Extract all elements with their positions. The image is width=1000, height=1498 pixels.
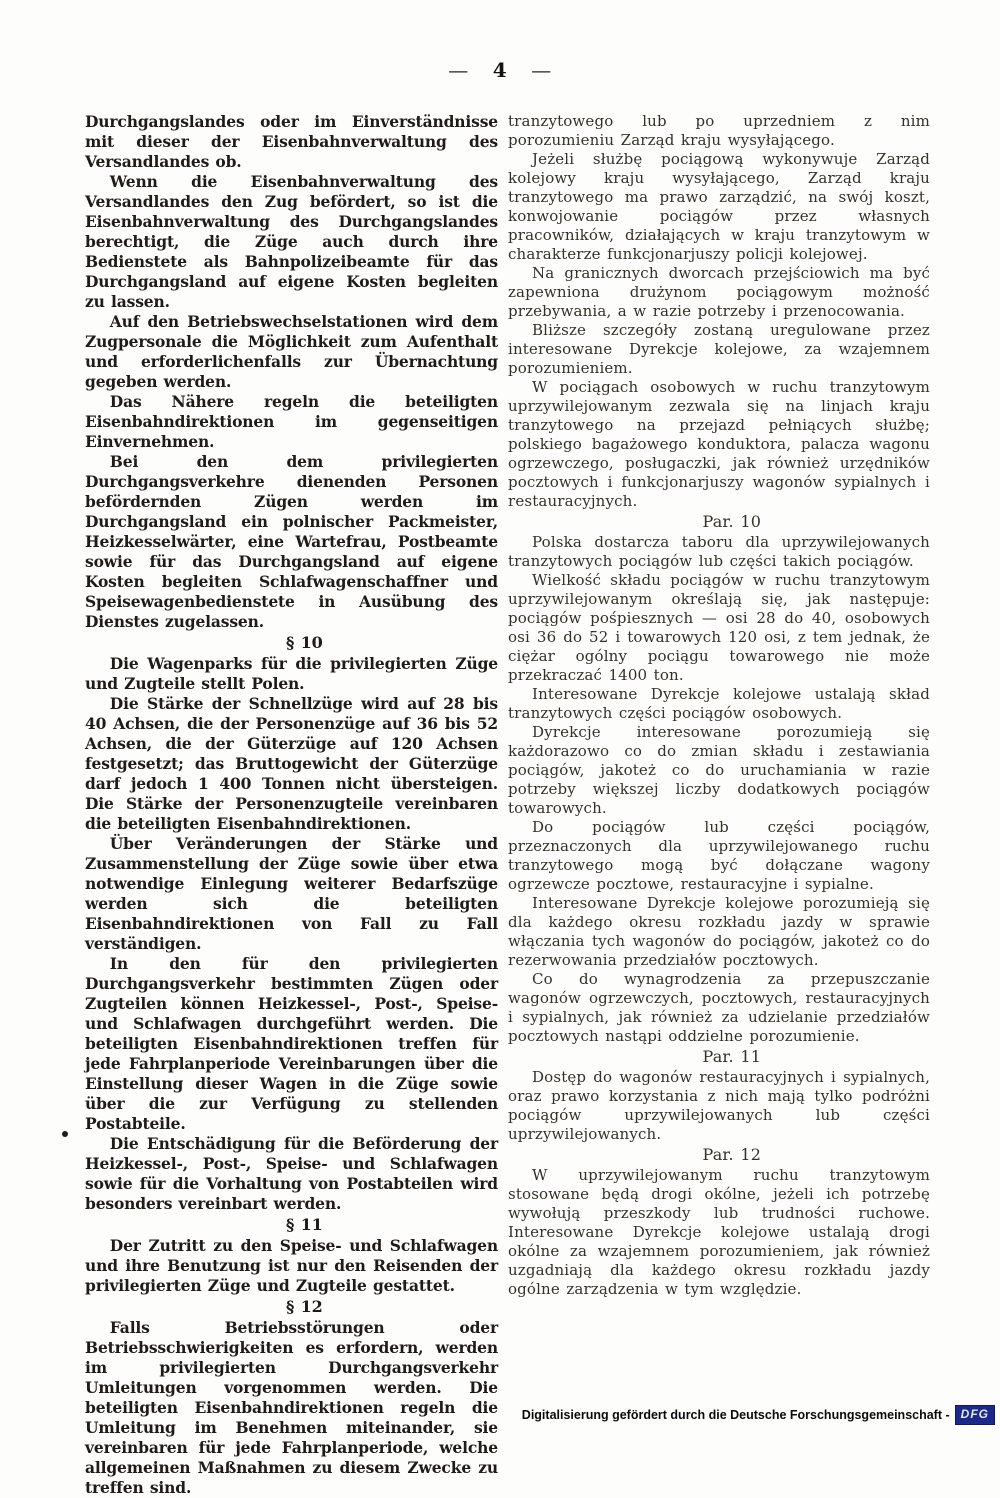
polish-paragraph: Polska dostarcza taboru dla uprzywilejowanych tranzytowych pociągów lub części takich pociągów. <box>508 533 930 570</box>
german-paragraph: Auf den Betriebswechselstationen wird dem Zugpersonale die Möglichkeit zum Aufenthalt und erforderlichenfalls zur Übernachtung gegeben werden. <box>85 312 498 391</box>
section-heading-10: § 10 <box>285 633 323 652</box>
header-dash-right: — <box>531 58 552 82</box>
dfg-logo: DFG <box>955 1405 995 1425</box>
german-paragraph: Die Wagenparks für die privilegierten Züge und Zugteile stellt Polen. <box>85 654 498 693</box>
german-paragraph: Über Veränderungen der Stärke und Zusammenstellung der Züge sowie über etwa notwendige Einlegung weiterer Bedarfszüge werden sich die beteiligten Eisenbahndirektionen von Fall zu Fall verständigen. <box>85 834 498 953</box>
german-paragraph: In den für den privilegierten Durchgangsverkehr bestimmten Zügen oder Zugteilen können Heizkessel-, Post-, Speise- und Schlafwagen durchgeführt werden. Die beteiligten Eisenbahndirektionen treffen für jede Fahrplanperiode Vereinbarungen über die Einstellung dieser Wagen in die Züge sowie über die zur Verfügung zu stellenden Postabteile. <box>85 954 498 1133</box>
german-paragraph: Das Nähere regeln die beteiligten Eisenbahndirektionen im gegenseitigen Einvernehmen. <box>85 392 498 451</box>
german-paragraph: Die Entschädigung für die Beförderung der Heizkessel-, Post-, Speise- und Schlafwagen sowie für die Vorhaltung von Postabteilen wird besonders vereinbart werden. <box>85 1134 498 1213</box>
polish-paragraph: Jeżeli służbę pociągową wykonywuje Zarząd kolejowy kraju wysyłającego, Zarząd kraju tranzytowego ma prawo zarządzić, na swój koszt, konwojowanie pociągów przez własnych pracowników, działających w kraju tranzytowym w charakterze funkcjonarjuszy policji kolejowej. <box>508 150 930 263</box>
ink-speck <box>62 1131 68 1137</box>
page-number: 4 <box>492 58 508 82</box>
polish-paragraph: Dostęp do wagonów restauracyjnych i sypialnych, oraz prawo korzystania z nich mają tylko podróżni pociągów uprzywilejowanych lub części uprzywilejowanych. <box>508 1068 930 1143</box>
german-paragraph: Bei den dem privilegierten Durchgangsverkehre dienenden Personen befördernden Zügen werden im Durchgangsland ein polnischer Packmeister, Heizkesselwärter, eine Wartefrau, Postbeamte sowie für das Durchgangsland auf eigene Kosten begleiten Schlafwagenschaffner und Speisewagenbedienstete in Ausübung des Dienstes zugelassen. <box>85 452 498 631</box>
section-heading-11: § 11 <box>285 1215 323 1234</box>
polish-column <box>508 112 930 1299</box>
german-paragraph: Durchgangslandes oder im Einverständnisse mit dieser der Eisenbahnverwaltung des Versandlandes ob. <box>85 112 498 171</box>
german-paragraph: Wenn die Eisenbahnverwaltung des Versandlandes den Zug befördert, so ist die Eisenbahnverwaltung des Durchgangslandes berechtigt, die Züge auch durch ihre Bedienstete als Bahnpolizeibeamte für das Durchgangsland auf eigene Kosten begleiten zu lassen. <box>85 172 498 311</box>
polish-paragraph: W uprzywilejowanym ruchu tranzytowym stosowane będą drogi okólne, jeżeli ich potrzebę wywołują przeszkody lub trudności ruchowe. Interesowane Dyrekcje kolejowe ustalają drogi okólne za wzajemnem porozumieniem, jak również uzgadniają dla każdego okresu rozkładu jazdy ogólne zarządzenia w tym względzie. <box>508 1166 930 1298</box>
polish-paragraph: Interesowane Dyrekcje kolejowe porozumieją się dla każdego okresu rozkładu jazdy w sprawie włączania tych wagonów do pociągów, jakoteż co do rezerwowania przedziałów pocztowych. <box>508 894 930 969</box>
par-heading-10: Par. 10 <box>702 512 762 531</box>
german-paragraph: Falls Betriebsstörungen oder Betriebsschwierigkeiten es erfordern, werden im privilegierten Durchgangsverkehr Umleitungen vorgenommen werden. Die beteiligten Eisenbahndirektionen regeln die Umleitung im Benehmen miteinander, sie vereinbaren für jede Fahrplanperiode, welche allgemeinen Maßnahmen zu diesem Zwecke zu treffen sind. <box>85 1318 498 1497</box>
polish-paragraph: Wielkość składu pociągów w ruchu tranzytowym uprzywilejowanym określają się, jak następuje: pociągów pośpiesznych — osi 28 do 40, osobowych osi 36 do 52 i towarowych 120 osi, z tem jednak, że ciężar ogólny pociągu towarowego nie może przekraczać 1400 ton. <box>508 571 930 684</box>
par-heading-12: Par. 12 <box>702 1145 762 1164</box>
digitization-footer <box>522 1405 995 1425</box>
polish-paragraph: Co do wynagrodzenia za przepuszczanie wagonów ogrzewczych, pocztowych, restauracyjnych i sypialnych, jak również za udzielanie przedziałów pocztowych nastąpi oddzielne porozumienie. <box>508 970 930 1045</box>
german-column <box>85 112 498 1498</box>
header-dash-left: — <box>448 58 469 82</box>
polish-paragraph: Interesowane Dyrekcje kolejowe ustalają skład tranzytowych części pociągów osobowych. <box>508 685 930 722</box>
polish-paragraph: Dyrekcje interesowane porozumieją się każdorazowo co do zmian składu i zestawiania pociągów, jakoteż co do uruchamiania w razie potrzeby większej liczby dodatkowych pociągów towarowych. <box>508 723 930 817</box>
polish-paragraph: Bliższe szczegóły zostaną uregulowane przez interesowane Dyrekcje kolejowe, za wzajemnem porozumieniem. <box>508 321 930 377</box>
footer-credit-text: Digitalisierung gefördert durch die Deutsche Forschungsgemeinschaft - <box>521 1408 950 1422</box>
polish-paragraph: Na granicznych dworcach przejściowich ma być zapewniona drużynom pociągowym możność przebywania, a w razie potrzeby i przenocowania. <box>508 264 930 320</box>
german-paragraph: Der Zutritt zu den Speise- und Schlafwagen und ihre Benutzung ist nur den Reisenden der privilegierten Züge und Zugteile gestattet. <box>85 1236 498 1295</box>
section-heading-12: § 12 <box>285 1297 323 1316</box>
page-header <box>0 58 1000 82</box>
polish-paragraph: W pociągach osobowych w ruchu tranzytowym uprzywilejowanym zezwala się na linjach kraju tranzytowego na przejazd pełniących służbę; polskiego bagażowego konduktora, palacza wagonu ogrzewczego, posługaczki, jak również urzędników pocztowych i funkcjonarjuszy wagonów sypialnych i restauracyjnych. <box>508 378 930 510</box>
polish-paragraph: tranzytowego lub po uprzedniem z nim porozumieniu Zarząd kraju wysyłającego. <box>508 112 930 149</box>
german-paragraph: Die Stärke der Schnellzüge wird auf 28 bis 40 Achsen, die der Personenzüge auf 36 bis 52 Achsen, die der Güterzüge auf 120 Achsen festgesetzt; das Bruttogewicht der Güterzüge darf jedoch 1 400 Tonnen nicht übersteigen. Die Stärke der Personenzugteile vereinbaren die beteiligten Eisenbahndirektionen. <box>85 694 498 833</box>
par-heading-11: Par. 11 <box>702 1047 762 1066</box>
polish-paragraph: Do pociągów lub części pociągów, przeznaczonych dla uprzywilejowanego ruchu tranzytowego mogą być dołączane wagony ogrzewcze pocztowe, restauracyjne i sypialne. <box>508 818 930 893</box>
